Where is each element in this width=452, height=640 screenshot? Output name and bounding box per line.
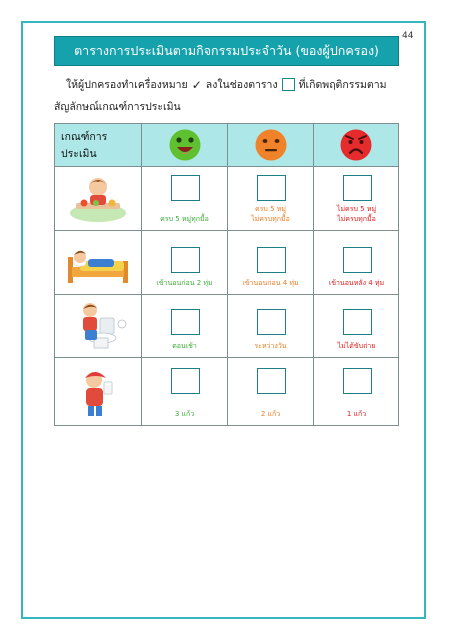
check-box[interactable] (257, 309, 286, 335)
table-row-milk (54, 358, 399, 426)
instruction-text-3: ที่เกิดพฤติกรรมตาม (298, 79, 387, 91)
page-title: ตารางการประเมินตามกิจกรรมประจำวัน (ของผู้ปกครอง) (74, 43, 379, 58)
check-box[interactable] (257, 368, 286, 394)
rating-label: ครบ 5 หมู่ทุกมื้อ (160, 215, 209, 223)
boy-sleeping-icon (66, 237, 130, 289)
rating-label: ระหว่างวัน (254, 342, 287, 350)
rating-label: 2 แก้ว (260, 410, 281, 418)
table-row-eating (54, 167, 399, 231)
rating-label: ตอนเช้า (172, 342, 197, 350)
table-row-sleeping (54, 231, 399, 295)
title-banner (54, 36, 399, 66)
check-box[interactable] (257, 175, 286, 201)
rating-cell (314, 358, 399, 425)
rating-cell (314, 231, 399, 294)
row-illustration-cell (55, 358, 142, 425)
check-box[interactable] (343, 247, 372, 273)
row-illustration-cell (55, 231, 142, 294)
rating-cell (142, 167, 228, 230)
rating-cell (142, 295, 228, 357)
rating-label: ครบ 5 หมู่ ไม่ครบทุกมื้อ (251, 205, 290, 223)
rating-label: ไม่ครบ 5 หมู่ ไม่ครบทุกมื้อ (336, 205, 377, 223)
check-box[interactable] (343, 175, 372, 201)
instruction-line-1 (66, 76, 387, 93)
rating-cell (228, 295, 314, 357)
checkmark-icon: ✓ (191, 77, 202, 92)
rating-label: ไม่ได้ขับถ่าย (337, 342, 376, 350)
check-box[interactable] (171, 247, 200, 273)
header-fair (227, 123, 314, 167)
header-good (141, 123, 228, 167)
empty-box-icon (282, 78, 295, 91)
header-poor (313, 123, 399, 167)
rating-label: เข้านอนก่อน 4 ทุ่ม (242, 279, 299, 287)
boy-toilet-icon (66, 300, 130, 352)
rating-cell (228, 231, 314, 294)
instruction-text-2: ลงในช่องตาราง (205, 79, 278, 91)
rating-label: เข้านอนก่อน 2 ทุ่ม (156, 279, 213, 287)
header-criteria-label: เกณฑ์การประเมิน (61, 131, 108, 160)
check-box[interactable] (171, 309, 200, 335)
sad-face-icon (339, 128, 373, 162)
instruction-line-2: สัญลักษณ์เกณฑ์การประเมิน (54, 101, 181, 113)
rating-label: เข้านอนหลัง 4 ทุ่ม (328, 279, 385, 287)
rating-cell (314, 295, 399, 357)
assessment-table (54, 123, 399, 426)
rating-cell (314, 167, 399, 230)
rating-cell (142, 231, 228, 294)
check-box[interactable] (171, 368, 200, 394)
row-illustration-cell (55, 295, 142, 357)
rating-label: 1 แก้ว (346, 410, 367, 418)
neutral-face-icon (254, 128, 288, 162)
page-number: 44 (402, 31, 414, 41)
rating-cell (228, 358, 314, 425)
row-illustration-cell (55, 167, 142, 230)
check-box[interactable] (257, 247, 286, 273)
instruction-text-1: ให้ผู้ปกครองทำเครื่องหมาย (66, 79, 188, 91)
check-box[interactable] (171, 175, 200, 201)
rating-label: 3 แก้ว (174, 410, 195, 418)
rating-cell (228, 167, 314, 230)
smiling-face-icon (168, 128, 202, 162)
table-row-toilet (54, 295, 399, 358)
header-criteria (54, 123, 142, 167)
boy-eating-icon (66, 173, 130, 225)
rating-cell (142, 358, 228, 425)
check-box[interactable] (343, 368, 372, 394)
boy-drinking-milk-icon (66, 366, 130, 418)
check-box[interactable] (343, 309, 372, 335)
